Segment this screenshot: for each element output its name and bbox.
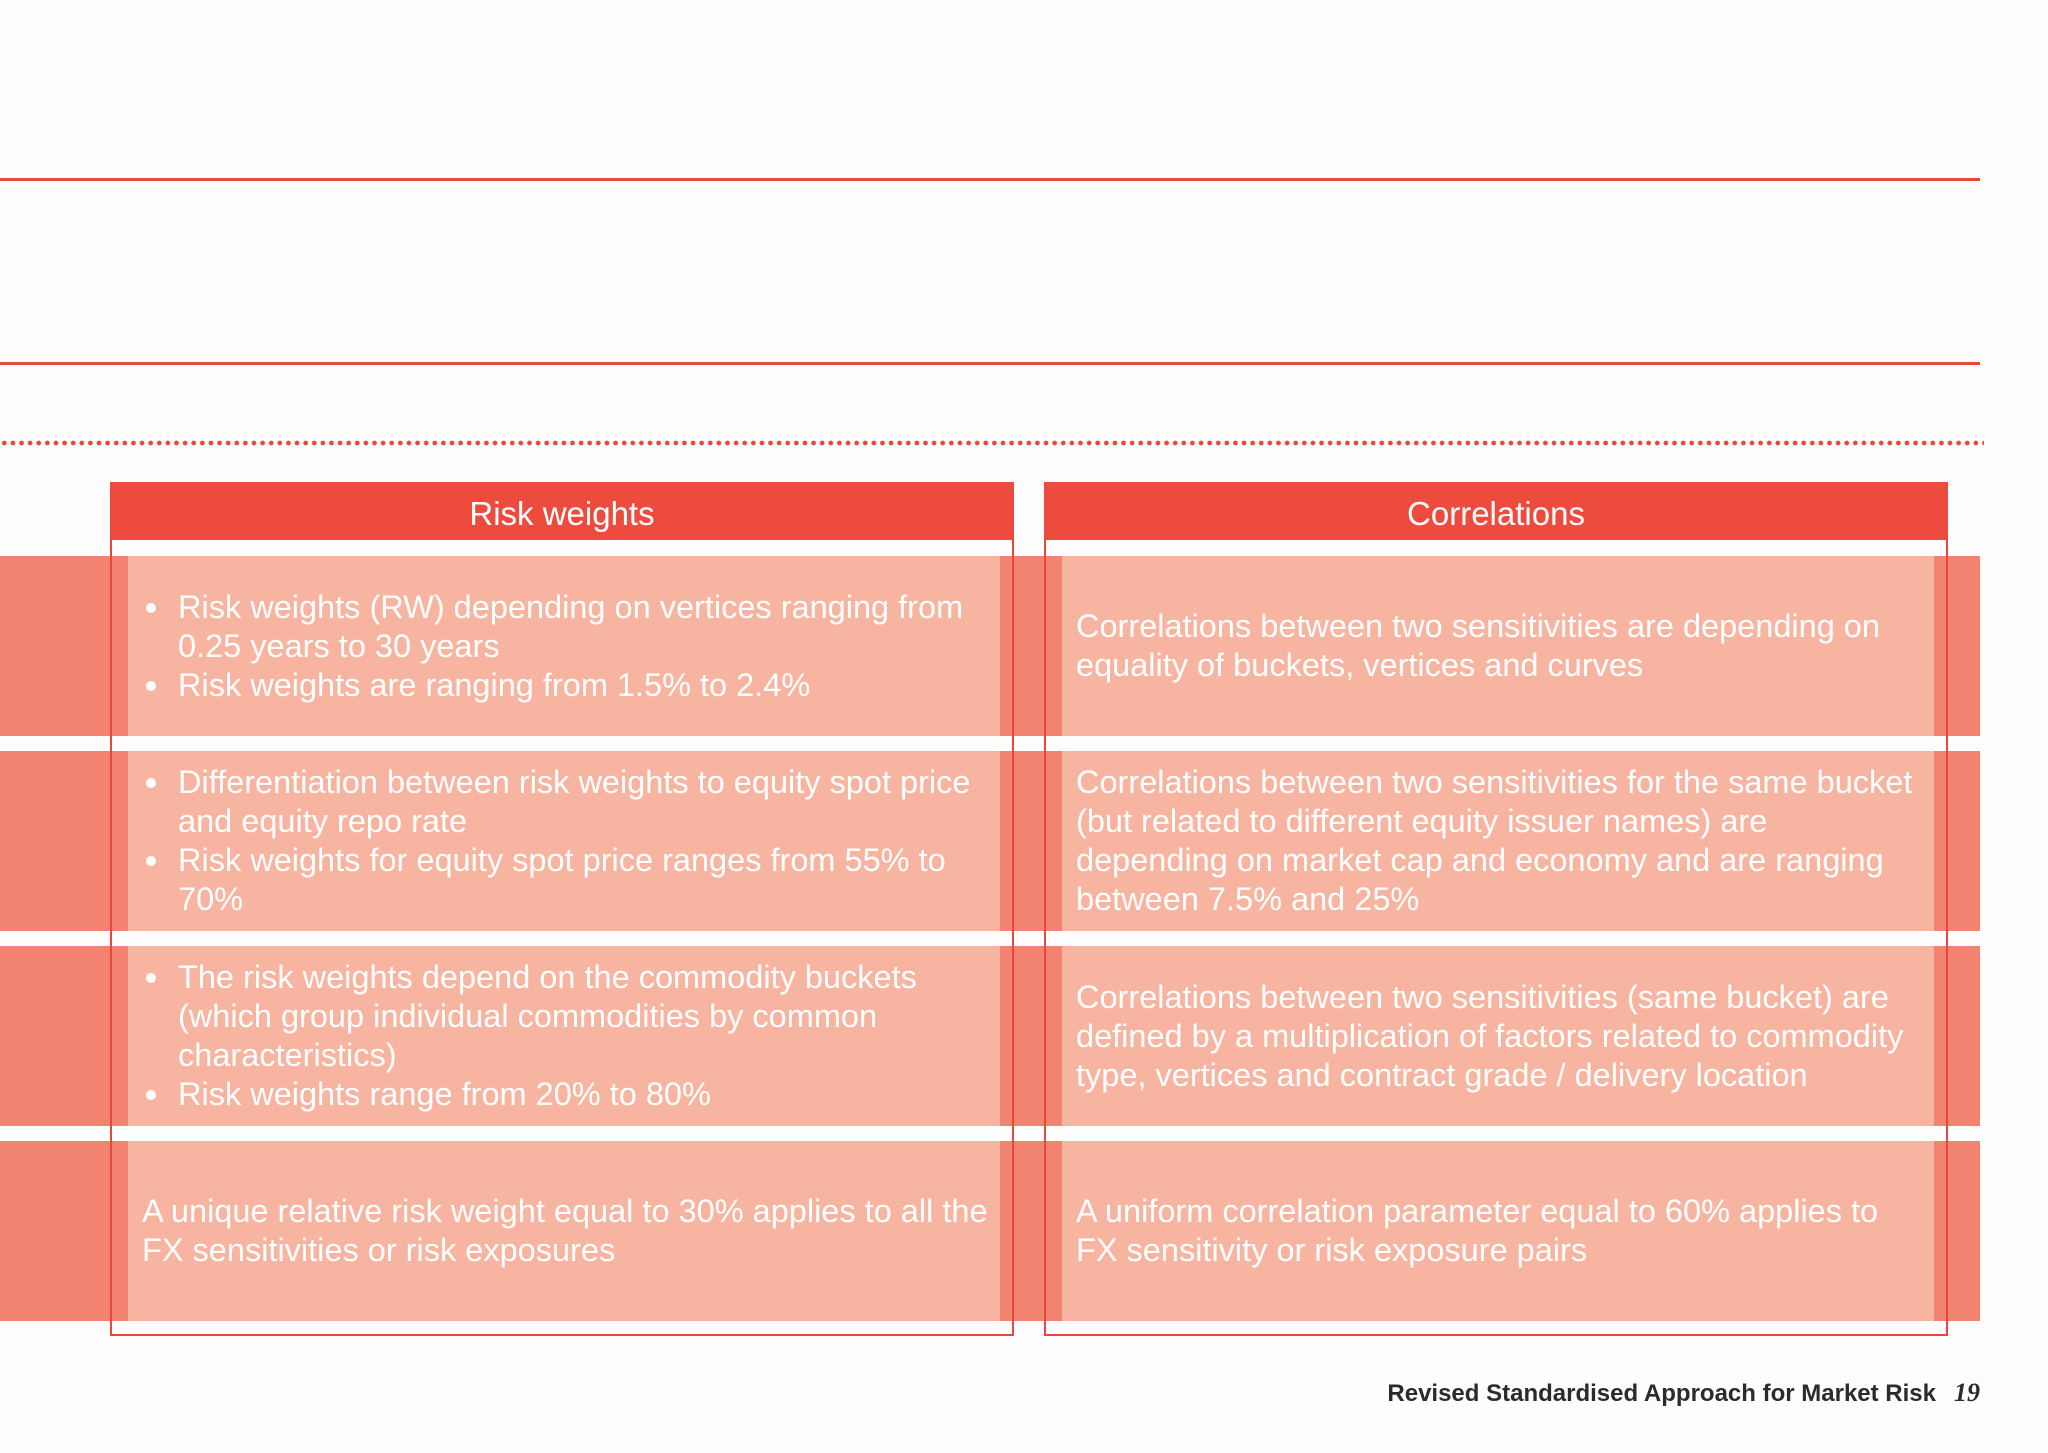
risk-weights-cell-2 xyxy=(142,751,992,931)
risk-weights-cell-4 xyxy=(142,1141,992,1321)
dotted-divider-line xyxy=(0,440,1984,446)
list-item: Risk weights for equity spot price ranges from 55% to 70% xyxy=(142,841,992,919)
correlations-cell-1 xyxy=(1076,556,1926,736)
page-number: 19 xyxy=(1954,1378,1980,1407)
top-divider-line xyxy=(0,178,1980,181)
correlations-header: Correlations xyxy=(1044,482,1948,540)
document-title: Revised Standardised Approach for Market Risk xyxy=(1387,1380,1936,1407)
correlations-cell-2 xyxy=(1076,751,1926,931)
risk-weights-cell-1 xyxy=(142,556,992,736)
cell-text: A unique relative risk weight equal to 30% applies to all the FX sensitivities or risk exposures xyxy=(142,1193,988,1268)
cell-text: Correlations between two sensitivities are depending on equality of buckets, vertices and curves xyxy=(1076,608,1880,683)
bullet-list xyxy=(142,588,992,705)
cell-text: Correlations between two sensitivities for the same bucket (but related to different equity issuer names) are depending on market cap and economy and are ranging between 7.5% and 25% xyxy=(1076,764,1913,917)
middle-divider-line xyxy=(0,362,1980,365)
list-item: Risk weights (RW) depending on vertices ranging from 0.25 years to 30 years xyxy=(142,588,992,666)
list-item: Risk weights range from 20% to 80% xyxy=(142,1075,992,1114)
cell-text: Correlations between two sensitivities (same bucket) are defined by a multiplication of factors related to commodity type, vertices and contract grade / delivery location xyxy=(1076,978,1904,1093)
list-item: Differentiation between risk weights to equity spot price and equity repo rate xyxy=(142,763,992,841)
bullet-list xyxy=(142,958,992,1114)
page-footer xyxy=(1387,1378,1980,1408)
risk-weights-header: Risk weights xyxy=(110,482,1014,540)
list-item: The risk weights depend on the commodity buckets (which group individual commodities by common characteristics) xyxy=(142,958,992,1075)
bullet-list xyxy=(142,763,992,919)
correlations-cell-3 xyxy=(1076,946,1926,1126)
correlations-cell-4 xyxy=(1076,1141,1926,1321)
cell-text: A uniform correlation parameter equal to 60% applies to FX sensitivity or risk exposure pairs xyxy=(1076,1193,1879,1268)
list-item: Risk weights are ranging from 1.5% to 2.4% xyxy=(142,666,992,705)
risk-weights-cell-3 xyxy=(142,946,992,1126)
